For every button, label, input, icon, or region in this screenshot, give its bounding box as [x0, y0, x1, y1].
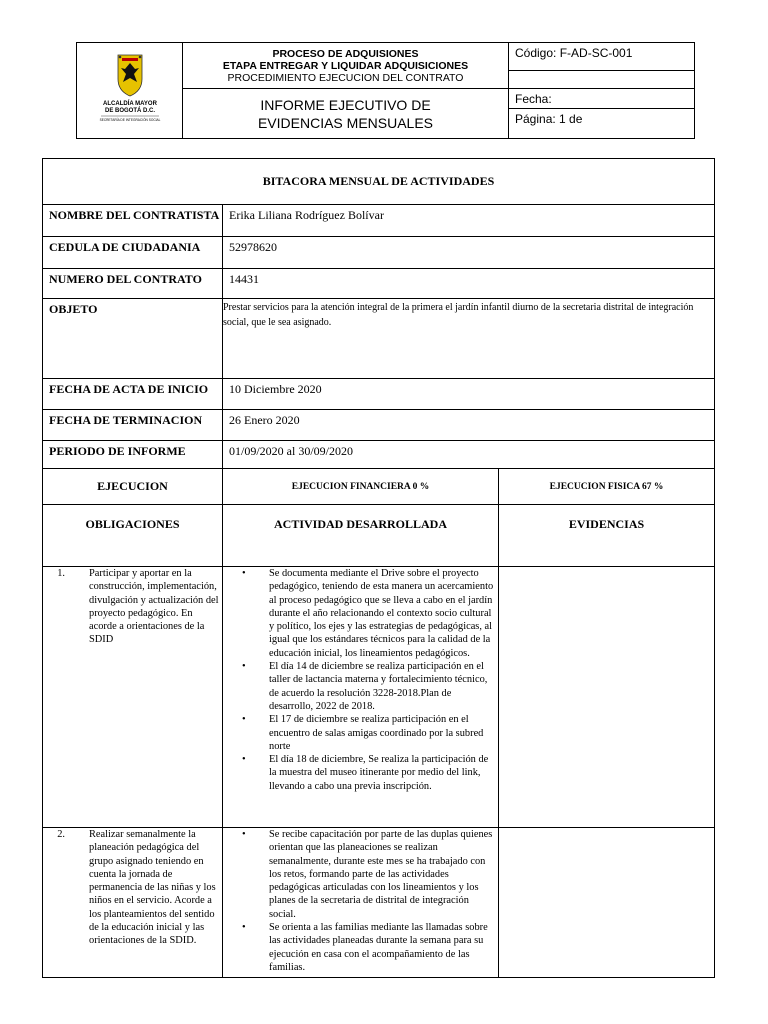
header-title-cell [183, 89, 509, 139]
document-title: INFORME EJECUTIVO DE EVIDENCIAS MENSUALES [257, 96, 434, 131]
info-value: 10 Diciembre 2020 [223, 379, 715, 410]
info-row [43, 269, 715, 299]
activity-list [223, 567, 498, 793]
ejecucion-fisica: EJECUCION FISICA 67 % [499, 469, 715, 505]
activity-item: • El día 14 de diciembre se realiza participación en el taller de lactancia materna y fortalecimiento técnico, de acuerdo la resolución 3228-2018.Plan de desarrollo, 2022 de 2018. [242, 661, 488, 712]
info-row [43, 237, 715, 269]
info-label: FECHA DE ACTA DE INICIO [43, 379, 223, 410]
evidence-cell [499, 828, 715, 978]
activity-cell [223, 567, 499, 828]
activity-list [223, 828, 498, 974]
obligation-number: 2. [57, 829, 65, 840]
svg-text:DE BOGOTÁ D.C.: DE BOGOTÁ D.C. [104, 108, 155, 114]
info-row [43, 299, 715, 379]
obligation-number: 1. [57, 568, 65, 579]
obligation-row [43, 567, 715, 828]
obligation-row [43, 828, 715, 978]
column-header-evidencias: EVIDENCIAS [499, 505, 715, 567]
evidence-cell [499, 567, 715, 828]
bullet-icon: • [242, 754, 246, 766]
bitacora-title: BITACORA MENSUAL DE ACTIVIDADES [43, 159, 715, 205]
document-code: Código: F-AD-SC-001 [515, 46, 633, 60]
activity-item: • Se documenta mediante el Drive sobre el proyecto pedagógico, teniendo de esta manera un acercamiento al proceso pedagógico que se lleva a cabo en el jardín durante el año relacionando el contexto socio cultural y político, los ejes y las estrategias de pedagógicas, al igual que los estándares técnicos para la calidad de la educación inicial, los lineamientos pedagógicos. [242, 568, 494, 659]
header-process-line: PROCESO DE ADQUISIONES [272, 47, 419, 60]
info-row [43, 410, 715, 441]
obligation-text: Participar y aportar en la construcción, implementación, divulgación y actualización del proyecto pedagógico. En acorde a orientaciones de la SDID [89, 568, 219, 646]
info-value: 26 Enero 2020 [223, 410, 715, 441]
document-header [76, 42, 695, 139]
bullet-icon: • [242, 661, 246, 673]
obligation-cell [43, 567, 223, 828]
ejecucion-financiera: EJECUCION FINANCIERA 0 % [223, 469, 499, 505]
info-value: 01/09/2020 al 30/09/2020 [223, 441, 715, 469]
info-row [43, 205, 715, 237]
info-label: OBJETO [43, 299, 223, 379]
bitacora-table [42, 158, 715, 978]
info-value: Prestar servicios para la atención integral de la primera el jardín infantil diurno de la secretaria distrital de integración social, que le sea asignado. [223, 299, 715, 379]
info-value: 52978620 [223, 237, 715, 269]
bullet-icon: • [242, 922, 246, 934]
logo-cell [77, 43, 183, 139]
activity-item: • Se orienta a las familias mediante las llamadas sobre las actividades planeadas durante la semana para su ejecución en casa con el acompañamiento de las familias. [242, 922, 488, 973]
bogota-coat-of-arms-logo [83, 49, 177, 127]
date-cell [509, 89, 695, 109]
activity-cell [223, 828, 499, 978]
info-label: NUMERO DEL CONTRATO [43, 269, 223, 299]
info-row [43, 441, 715, 469]
info-label: FECHA DE TERMINACION [43, 410, 223, 441]
column-header-obligaciones: OBLIGACIONES [43, 505, 223, 567]
info-value: 14431 [223, 269, 715, 299]
header-stage-line: ETAPA ENTREGAR Y LIQUIDAR ADQUISICIONES [222, 59, 469, 72]
ejecucion-header: EJECUCION [43, 469, 223, 505]
info-label: NOMBRE DEL CONTRATISTA [43, 205, 223, 237]
activity-item: • El 17 de diciembre se realiza participación en el encuentro de salas amigas coordinado por la subred norte [242, 714, 484, 752]
code-cell [509, 43, 695, 71]
header-process-block [183, 43, 509, 89]
header-procedure-line: PROCEDIMIENTO EJECUCION DEL CONTRATO [227, 71, 464, 84]
obligation-text: Realizar semanalmente la planeación pedagógica del grupo asignado teniendo en cuenta la jornada de permanencia de las niñas y los niños en el servicio. Acorde a los planteamientos del sentido de la educación inicial y las orientaciones de la SDID. [89, 829, 216, 947]
info-label: PERIODO DE INFORME [43, 441, 223, 469]
blank-right-cell [509, 71, 695, 89]
info-row [43, 379, 715, 410]
activity-item: • Se recibe capacitación por parte de las duplas quienes orientan que las planeaciones se realizan semanalmente, durante este mes se ha trabajado con los retos, formando parte de las actividades pedagógicas articuladas con los lineamientos y los planes de la secretaria de distrital de integración social. [242, 829, 493, 920]
svg-text:ALCALDÍA MAYOR: ALCALDÍA MAYOR [102, 101, 157, 107]
info-value: Erika Liliana Rodríguez Bolívar [223, 205, 715, 237]
page-cell [509, 109, 695, 139]
info-label: CEDULA DE CIUDADANIA [43, 237, 223, 269]
obligation-cell [43, 828, 223, 978]
svg-text:SECRETARÍA DE INTEGRACIÓN SOCI: SECRETARÍA DE INTEGRACIÓN SOCIAL [99, 118, 160, 122]
bullet-icon: • [242, 568, 246, 579]
bullet-icon: • [242, 829, 246, 840]
bullet-icon: • [242, 714, 246, 726]
activity-item: • El día 18 de diciembre, Se realiza la participación de la muestra del museo itinerante por medio del link, llevando a cabo una previa inscripción. [242, 754, 489, 792]
column-header-actividad: ACTIVIDAD DESARROLLADA [223, 505, 499, 567]
document-date: Fecha: [515, 92, 552, 106]
document-page: Página: 1 de [515, 112, 583, 126]
